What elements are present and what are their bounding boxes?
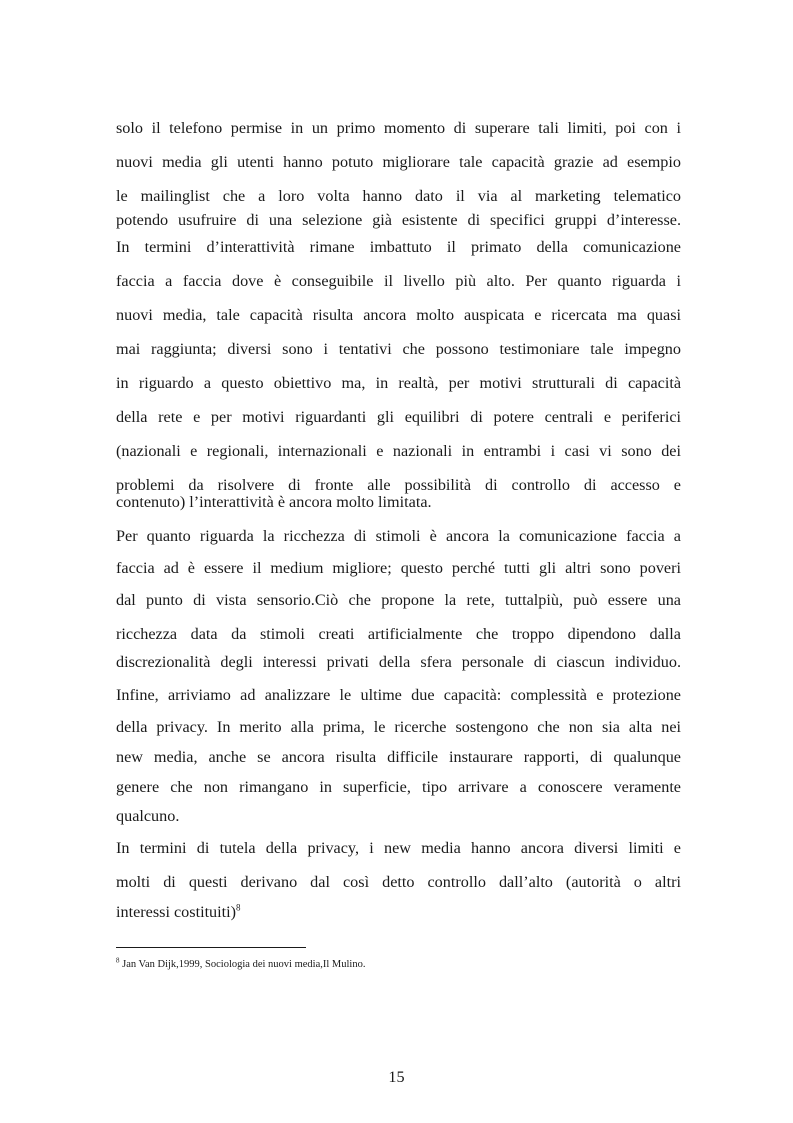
body-line-7: nuovi media, tale capacità risulta ancora molto auspicata e ricercata ma quasi: [116, 306, 681, 324]
body-line-26-text: interessi costituiti): [116, 903, 237, 921]
body-line-8: mai raggiunta; diversi sono i tentativi che possono testimoniare tale impegno: [116, 340, 681, 358]
body-line-16: dal punto di vista sensorio.Ciò che propone la rete, tuttalpiù, può essere una: [116, 591, 681, 609]
body-line-12: problemi da risolvere di fronte alle possibilità di controllo di accesso e: [116, 476, 681, 494]
footnote: [116, 958, 681, 972]
body-line-18: discrezionalità degli interessi privati della sfera personale di ciascun individuo.: [116, 653, 681, 671]
body-line-10: della rete e per motivi riguardanti gli equilibri di potere centrali e periferici: [116, 408, 681, 426]
body-line-19: Infine, arriviamo ad analizzare le ultime due capacità: complessità e protezione: [116, 686, 681, 704]
body-line-1: solo il telefono permise in un primo momento di superare tali limiti, poi con i: [116, 119, 681, 137]
body-line-4: potendo usufruire di una selezione già esistente di specifici gruppi d’interesse.: [116, 211, 681, 229]
body-line-24: In termini di tutela della privacy, i new media hanno ancora diversi limiti e: [116, 839, 681, 857]
body-line-17: ricchezza data da stimoli creati artificialmente che troppo dipendono dalla: [116, 625, 681, 643]
body-line-13: contenuto) l’interattività è ancora molto limitata.: [116, 493, 432, 511]
footnote-separator: [116, 947, 306, 948]
body-line-20: della privacy. In merito alla prima, le ricerche sostengono che non sia alta nei: [116, 718, 681, 736]
body-line-15: faccia ad è essere il medium migliore; questo perché tutti gli altri sono poveri: [116, 559, 681, 577]
body-line-14: Per quanto riguarda la ricchezza di stimoli è ancora la comunicazione faccia a: [116, 527, 681, 545]
body-line-26: [116, 902, 681, 922]
footnote-reference: 8: [236, 902, 241, 913]
body-line-25: molti di questi derivano dal così detto controllo dall’alto (autorità o altri: [116, 873, 681, 891]
body-line-2: nuovi media gli utenti hanno potuto migliorare tale capacità grazie ad esempio: [116, 153, 681, 171]
page-number: 15: [388, 1068, 405, 1086]
body-line-5: In termini d’interattività rimane imbattuto il primato della comunicazione: [116, 238, 681, 256]
body-line-21: new media, anche se ancora risulta difficile instaurare rapporti, di qualunque: [116, 748, 681, 766]
body-line-22: genere che non rimangano in superficie, tipo arrivare a conoscere veramente: [116, 778, 681, 796]
body-line-23: qualcuno.: [116, 807, 180, 825]
body-line-11: (nazionali e regionali, internazionali e nazionali in entrambi i casi vi sono dei: [116, 442, 681, 460]
body-line-6: faccia a faccia dove è conseguibile il livello più alto. Per quanto riguarda i: [116, 272, 681, 290]
footnote-marker: 8: [116, 956, 120, 965]
body-line-3: le mailinglist che a loro volta hanno dato il via al marketing telematico: [116, 187, 681, 205]
body-line-9: in riguardo a questo obiettivo ma, in realtà, per motivi strutturali di capacità: [116, 374, 681, 392]
footnote-text: Jan Van Dijk,1999, Sociologia dei nuovi media,Il Mulino.: [119, 959, 366, 970]
